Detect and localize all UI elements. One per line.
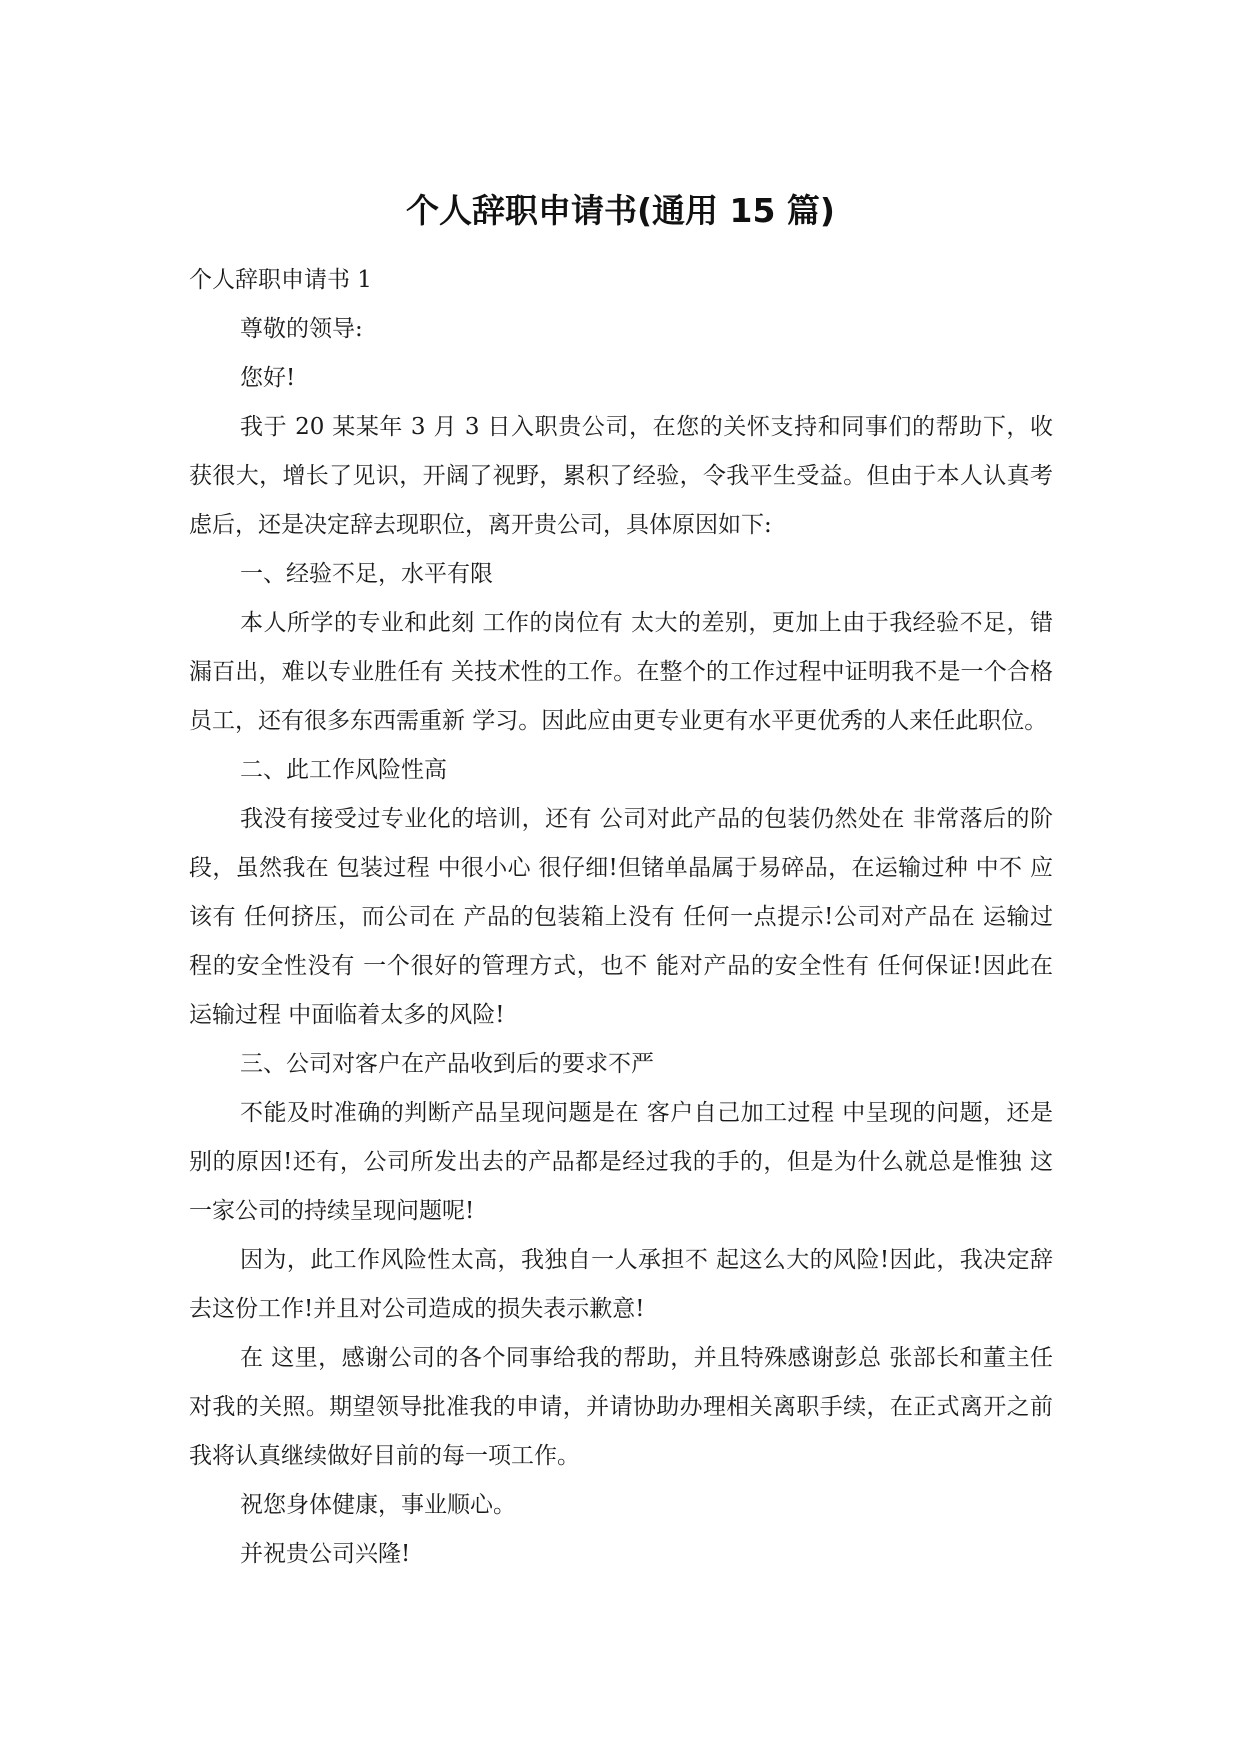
reason-heading: 一、经验不足，水平有限 — [240, 561, 493, 587]
body-paragraph: 我没有接受过专业化的培训，还有 公司对此产品的包装仍然处在 非常落后的阶段，虽然我在 包装过程 中很小心 很仔细!但锗单晶属于易碎品，在运输过种 中不 应该有 任何挤压，而公司在 产品的包装箱上没有 任何一点提示!公司对产品在 运输过程的安全性没有 一个很好的管理方式，也不 能对产品的安全性有 任何保证!因此在 运输过程 中面临着太多的风险! — [189, 806, 1053, 1028]
document-body — [189, 256, 1053, 1579]
reason-heading: 二、此工作风险性高 — [240, 757, 447, 783]
body-paragraph: 本人所学的专业和此刻 工作的岗位有 太大的差别，更加上由于我经验不足，错漏百出，难以专业胜任有 关技术性的工作。在整个的工作过程中证明我不是一个合格员工，还有很多东西需重新 学习。因此应由更专业更有水平更优秀的人来任此职位。 — [189, 610, 1053, 734]
salutation: 尊敬的领导: — [240, 316, 363, 342]
body-paragraph: 在 这里，感谢公司的各个同事给我的帮助，并且特殊感谢彭总 张部长和董主任对我的关照。期望领导批准我的申请，并请协助办理相关离职手续，在正式离开之前我将认真继续做好目前的每一项工作。 — [189, 1345, 1053, 1469]
reason-heading: 三、公司对客户在产品收到后的要求不严 — [240, 1051, 654, 1077]
greeting: 您好! — [240, 365, 296, 391]
body-paragraph: 我于 20 某某年 3 月 3 日入职贵公司，在您的关怀支持和同事们的帮助下，收获很大，增长了见识，开阔了视野，累积了经验，令我平生受益。但由于本人认真考虑后，还是决定辞去现职位，离开贵公司，具体原因如下: — [189, 414, 1053, 538]
section-heading: 个人辞职申请书 1 — [189, 267, 372, 293]
body-paragraph: 因为，此工作风险性太高，我独自一人承担不 起这么大的风险!因此，我决定辞去这份工作!并且对公司造成的损失表示歉意! — [189, 1247, 1053, 1322]
body-paragraph: 不能及时准确的判断产品呈现问题是在 客户自己加工过程 中呈现的问题，还是别的原因!还有，公司所发出去的产品都是经过我的手的，但是为什么就总是惟独 这一家公司的持续呈现问题呢! — [189, 1100, 1053, 1224]
closing-wish: 并祝贵公司兴隆! — [240, 1541, 411, 1567]
closing-wish: 祝您身体健康，事业顺心。 — [240, 1492, 516, 1518]
document-title: 个人辞职申请书(通用 15 篇) — [405, 191, 836, 230]
